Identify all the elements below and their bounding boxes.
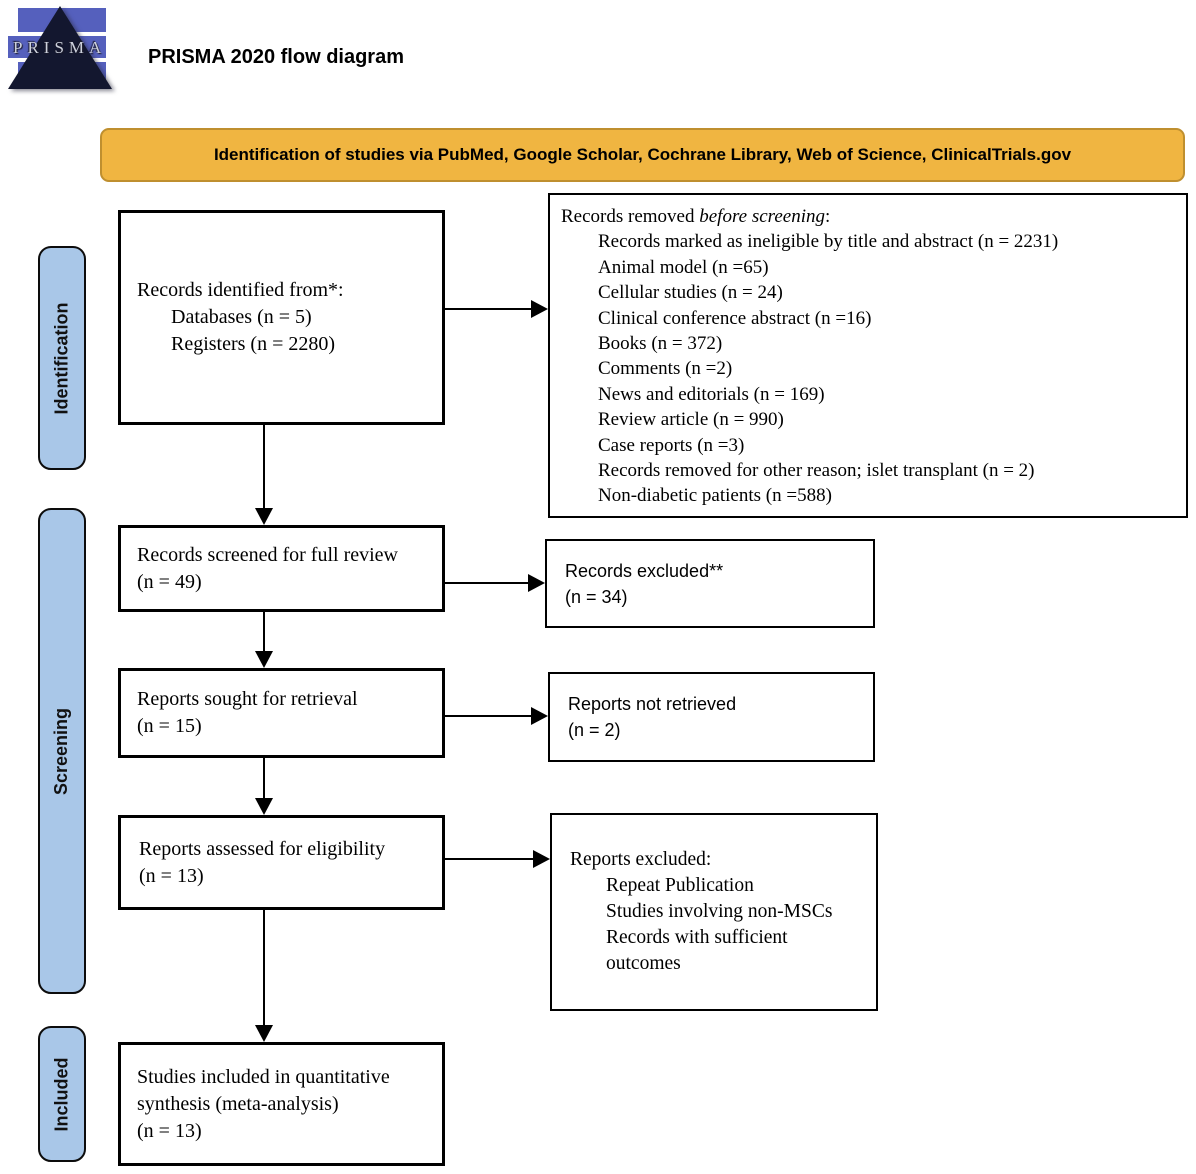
records-identified-title: Records identified from*:: [137, 279, 344, 301]
records-removed-item: News and editorials (n = 169): [598, 383, 825, 405]
arrow-sought-to-assessed-line: [263, 758, 265, 799]
records-removed-item: Records removed for other reason; islet transplant (n = 2): [598, 460, 1035, 482]
arrow-assessed-to-reports-excluded-head: [533, 850, 550, 868]
arrow-assessed-to-included-head: [255, 1025, 273, 1042]
box-reports-assessed: [118, 815, 445, 910]
box-records-screened: [118, 525, 445, 612]
page-title: PRISMA 2020 flow diagram: [148, 46, 404, 68]
reports-sought-count: (n = 15): [137, 715, 202, 737]
records-removed-item: Case reports (n =3): [598, 434, 745, 456]
records-removed-item: Records marked as ineligible by title and abstract (n = 2231): [598, 231, 1059, 253]
records-removed-item: Comments (n =2): [598, 358, 733, 380]
arrow-identified-to-screened-head: [255, 508, 273, 525]
reports-excluded-title: Reports excluded:: [570, 849, 712, 870]
arrow-identified-to-removed-line: [445, 308, 533, 310]
arrow-sought-to-assessed-head: [255, 798, 273, 815]
records-removed-title: Records removed before screening:: [561, 206, 831, 227]
box-reports-sought: [118, 668, 445, 758]
arrow-identified-to-screened-line: [263, 425, 265, 509]
reports-excluded-item: outcomes: [606, 953, 681, 974]
reports-excluded-item: Records with sufficient: [606, 927, 788, 948]
studies-included-line1: Studies included in quantitative: [137, 1065, 390, 1088]
records-removed-item: Review article (n = 990): [598, 409, 784, 431]
records-removed-item: Clinical conference abstract (n =16): [598, 307, 872, 329]
arrow-assessed-to-included-line: [263, 910, 265, 1026]
records-excluded-line1: Records excluded**: [565, 560, 724, 581]
reports-not-retrieved-line1: Reports not retrieved: [568, 694, 737, 714]
records-screened-line1: Records screened for full review: [137, 543, 398, 566]
arrow-screened-to-excluded-line: [445, 582, 529, 584]
box-studies-included: [118, 1042, 445, 1166]
reports-sought-line1: Reports sought for retrieval: [137, 688, 358, 710]
records-removed-item: Books (n = 372): [598, 333, 723, 355]
records-identified-item: Registers (n = 2280): [171, 333, 336, 355]
stage-screening-label: Screening: [51, 707, 72, 795]
studies-included-line2: synthesis (meta-analysis): [137, 1092, 339, 1115]
records-removed-item: Cellular studies (n = 24): [598, 282, 783, 304]
prisma-logo: [8, 5, 106, 90]
arrow-sought-to-not-retrieved-line: [445, 715, 532, 717]
studies-included-count: (n = 13): [137, 1119, 202, 1142]
reports-assessed-line1: Reports assessed for eligibility: [139, 837, 386, 860]
arrow-assessed-to-reports-excluded-line: [445, 858, 534, 860]
arrow-screened-to-sought-line: [263, 612, 265, 652]
arrow-screened-to-sought-head: [255, 651, 273, 668]
reports-not-retrieved-count: (n = 2): [568, 720, 621, 740]
identification-sources-banner: Identification of studies via PubMed, Google Scholar, Cochrane Library, Web of Science, ClinicalTrials.gov: [100, 128, 1185, 182]
arrow-identified-to-removed-head: [531, 300, 548, 318]
arrow-sought-to-not-retrieved-head: [531, 707, 548, 725]
records-excluded-count: (n = 34): [565, 586, 628, 607]
records-removed-item: Non-diabetic patients (n =588): [598, 485, 832, 507]
reports-assessed-count: (n = 13): [139, 864, 204, 887]
stage-included: [38, 1026, 86, 1162]
stage-identification-label: Identification: [51, 302, 72, 414]
box-records-identified: [118, 210, 445, 425]
reports-excluded-item: Studies involving non-MSCs: [606, 901, 833, 922]
box-records-excluded: [545, 539, 875, 628]
records-identified-item: Databases (n = 5): [171, 306, 312, 328]
box-reports-excluded: [550, 813, 878, 1011]
reports-excluded-item: Repeat Publication: [606, 875, 754, 896]
stage-identification: [38, 246, 86, 470]
box-records-removed: [548, 193, 1188, 518]
stage-included-label: Included: [51, 1056, 72, 1132]
arrow-screened-to-excluded-head: [528, 574, 545, 592]
records-removed-item: Animal model (n =65): [598, 256, 769, 278]
box-reports-not-retrieved: [548, 672, 875, 762]
stage-screening: [38, 508, 86, 994]
records-screened-count: (n = 49): [137, 570, 202, 593]
logo-text: PRISMA: [13, 38, 107, 57]
